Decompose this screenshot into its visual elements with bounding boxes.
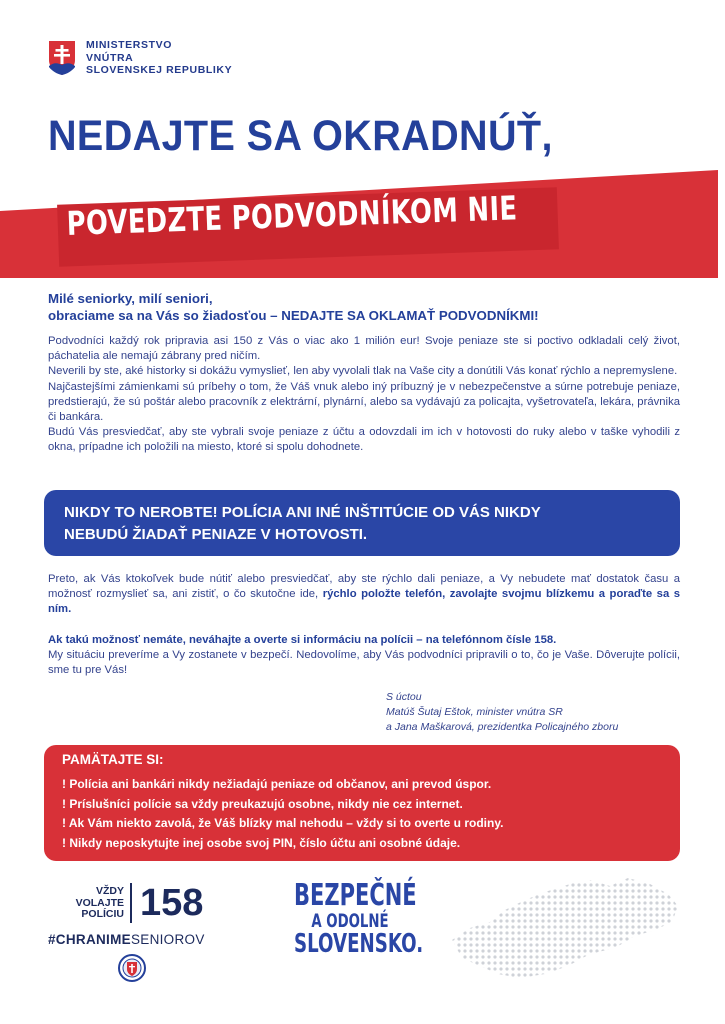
advice-emphasis: rýchlo položte telefón, zavolajte svojmu blízkemu a poraďte sa s ním. xyxy=(48,588,680,616)
campaign-hashtag xyxy=(48,932,205,947)
intro-paragraph-2: Neverili by ste, aké historky si dokážu vymyslieť, len aby vyvolali tlak na Vaše city a donútili Vás konať rýchlo a nepremyslene. xyxy=(48,365,678,378)
intro-paragraph-1: Podvodníci každý rok pripravia asi 150 z Vás o viac ako 1 milión eur! Svoje peniaze ste si poctivo odkladali celý život, páchatelia ale nemajú zábrany pred ničím. xyxy=(48,335,680,363)
slogan-line-1: BEZPEČNÉ xyxy=(294,878,417,913)
slogan-logo xyxy=(270,880,430,958)
hashtag-rest: SENIOROV xyxy=(130,932,205,947)
emergency-number: 158 xyxy=(140,882,204,924)
slovak-coat-of-arms-icon xyxy=(48,40,76,76)
hashtag-bold: #CHRANIME xyxy=(48,932,131,947)
call-line-2: VOLAJTE xyxy=(75,896,124,909)
page-headline: NEDAJTE SA OKRADNÚŤ, xyxy=(48,112,553,160)
remember-item: ! Nikdy neposkytujte inej osobe svoj PIN, číslo účtu ani osobné údaje. xyxy=(62,835,461,850)
call-line-1: VŽDY xyxy=(95,885,124,897)
remember-item: ! Príslušníci polície sa vždy preukazujú osobne, nikdy nie cez internet. xyxy=(62,796,463,811)
signature-line-1: Matúš Šutaj Eštok, minister vnútra SR xyxy=(386,706,563,718)
ministry-line-3: SLOVENSKEJ REPUBLIKY xyxy=(86,64,233,76)
greeting xyxy=(48,290,688,324)
slovakia-dot-map-icon xyxy=(450,870,680,980)
police-call-paragraph xyxy=(48,633,680,679)
greeting-line-2: obraciame sa na Vás so žiadosťou – NEDAJTE SA OKLAMAŤ PODVODNÍKMI! xyxy=(48,308,539,323)
ministry-line-1: MINISTERSTVO xyxy=(86,39,172,51)
banner-slogan: POVEDZTE PODVODNÍKOM NIE xyxy=(66,188,519,243)
intro-paragraph-4: Budú Vás presviedčať, aby ste vybrali svoje peniaze z účtu a odovzdali im ich v hotovosti do ruky alebo v taške vyhodili z okna, prípadne ich položili na miesto, ktoré si spolu dohodnete. xyxy=(48,426,680,454)
ministry-line-2: VNÚTRA xyxy=(86,51,134,64)
remember-list xyxy=(62,775,503,853)
call-line-3: POLÍCIU xyxy=(81,908,124,920)
intro-paragraph-3: Najčastejšími zámienkami sú príbehy o tom, že Váš vnuk alebo iný príbuzný je v nebezpečenstve a súrne potrebuje peniaze, predstierajú, že sú poštár alebo pracovník z elektrární, plynární, alebo sa vydávajú za policajta, vyšetrovateľa, lekára, právnika či bankára. xyxy=(48,380,680,424)
police-call-emphasis: Ak takú možnosť nemáte, neváhajte a overte si informáciu na polícii – na telefónnom čísle 158. xyxy=(48,634,557,646)
warning-callout-text xyxy=(64,502,664,546)
signature-block xyxy=(386,690,618,735)
slogan-line-2: A ODOLNÉ xyxy=(311,910,389,932)
remember-title: PAMÄTAJTE SI: xyxy=(62,752,164,767)
slogan-line-3: SLOVENSKO. xyxy=(294,929,424,959)
remember-item: ! Ak Vám niekto zavolá, že Váš blízky mal nehodu – vždy si to overte u rodiny. xyxy=(62,816,504,830)
signature-greeting: S úctou xyxy=(386,691,422,703)
advice-text: Preto, ak Vás ktokoľvek bude nútiť alebo presviedčať, aby ste rýchlo dali peniaze, a Vy nebudete mať dostatok času a možnosť rozmyslieť sa, ani zistiť, o čo skutočne ide, xyxy=(48,573,680,601)
ministry-name xyxy=(86,39,232,77)
callout-line-2: NEBUDÚ ŽIADAŤ PENIAZE V HOTOVOSTI. xyxy=(64,526,368,543)
signature-line-2: a Jana Maškarová, prezidentka Policajného zboru xyxy=(386,721,619,733)
advice-paragraph xyxy=(48,572,680,618)
footer-divider xyxy=(130,883,132,923)
remember-item: ! Polícia ani bankári nikdy nežiadajú peniaze od občanov, ani prevod úspor. xyxy=(62,777,492,791)
police-badge-icon xyxy=(118,954,146,982)
always-call-police-label xyxy=(64,886,124,921)
greeting-line-1: Milé seniorky, milí seniori, xyxy=(48,291,213,306)
callout-line-1: NIKDY TO NEROBTE! POLÍCIA ANI INÉ INŠTITÚCIE OD VÁS NIKDY xyxy=(64,504,541,521)
police-call-text: My situáciu preveríme a Vy zostanete v bezpečí. Nedovolíme, aby Vás podvodníci pripravili o to, čo je Vaše. Dôverujte polícii, sme tu pre Vás! xyxy=(48,649,680,677)
intro-text xyxy=(48,334,680,456)
